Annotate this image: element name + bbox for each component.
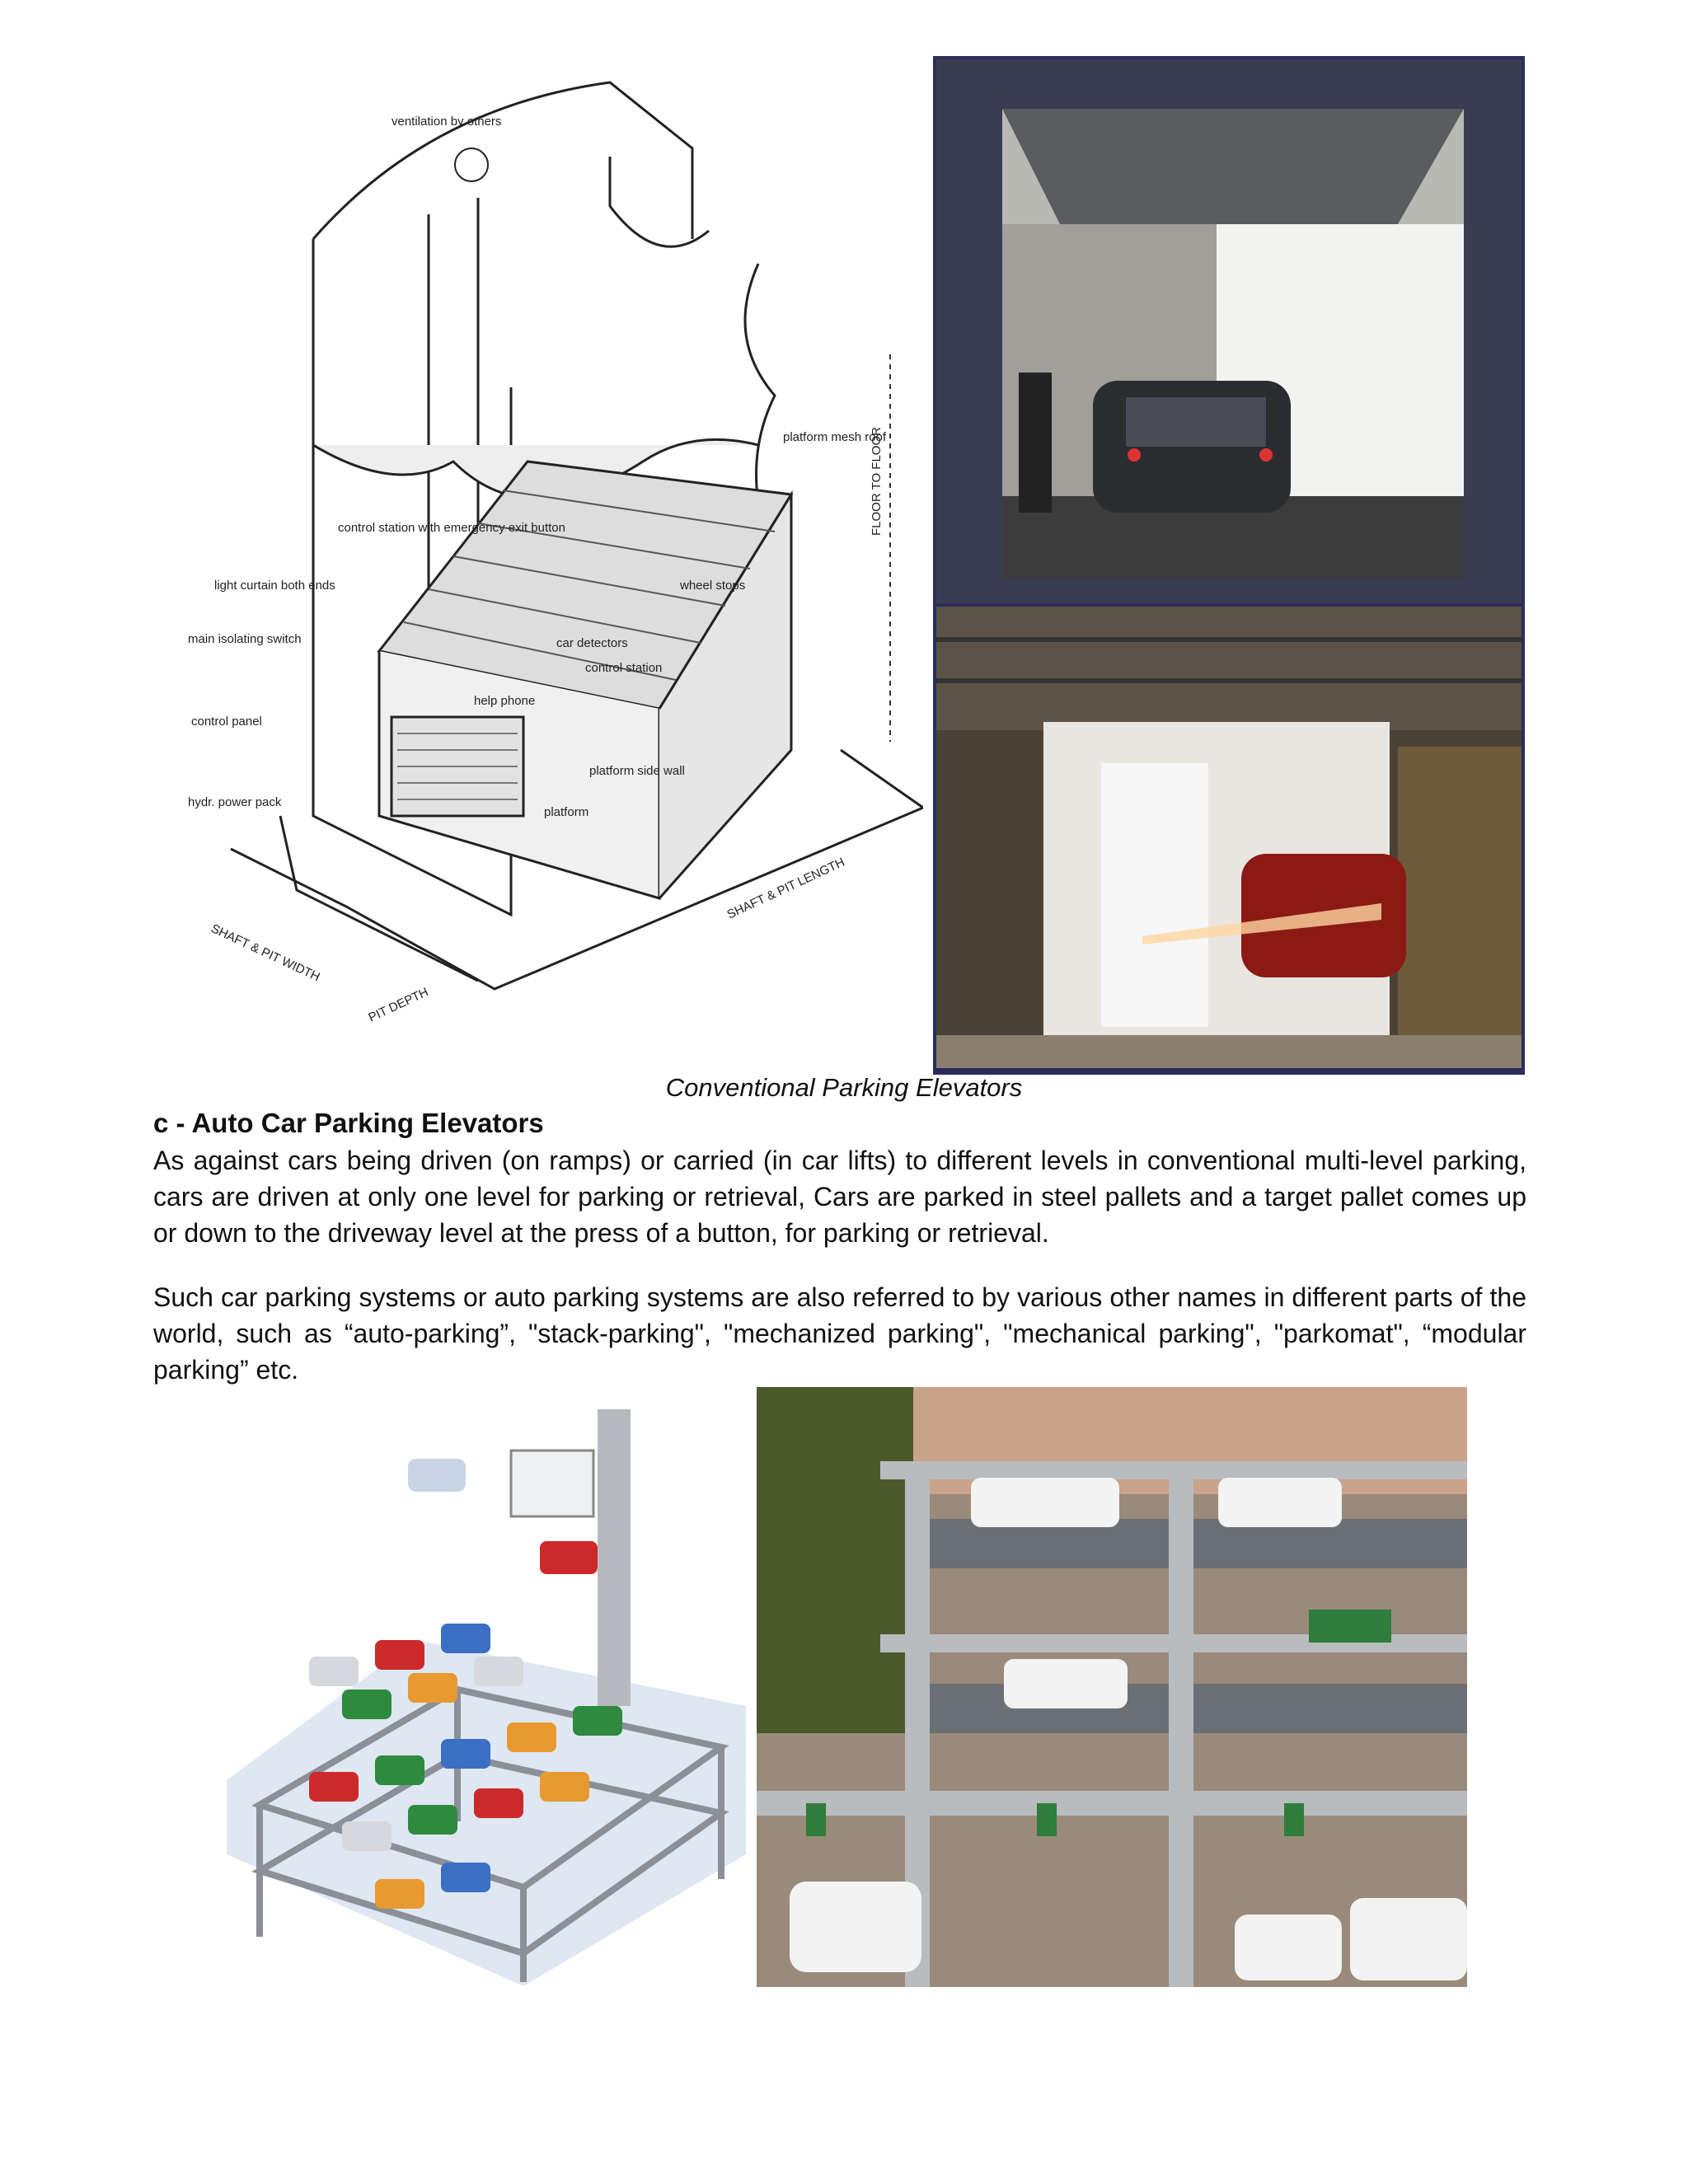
parking-elevator-diagram [181,74,923,1047]
elevator-photos-panel [933,56,1525,1075]
elevator-photo-lower [936,607,1522,1068]
body-paragraph-2: Such car parking systems or auto parking systems are also referred to by various other names in different parts of the world, such as “auto-parking”, "stack-parking", "mechanized parking", "mechanical parking", "parkomat", “modular parking” etc. [153,1282,1526,1385]
label-car-detectors: car detectors [556,636,628,650]
label-pit-depth: PIT DEPTH [366,985,431,1025]
label-floor-to-floor: FLOOR TO FLOOR [870,427,884,536]
label-control-panel: control panel [191,715,262,729]
label-wheel-stops: wheel stops [680,579,746,593]
elevator-photo-upper [936,59,1522,603]
figure-caption: Conventional Parking Elevators [665,1073,1023,1102]
label-shaft-length: SHAFT & PIT LENGTH [724,855,847,922]
label-mesh-roof: platform mesh roof [783,430,887,444]
label-side-wall: platform side wall [589,764,685,778]
label-power-pack: hydr. power pack [188,795,282,809]
label-help-phone: help phone [474,694,536,708]
auto-parking-photo [757,1387,1467,1987]
label-ventilation: ventilation by others [392,115,502,129]
label-shaft-width: SHAFT & PIT WIDTH [209,921,322,985]
body-paragraph-1: As against cars being driven (on ramps) or carried (in car lifts) to different levels in conventional multi-level parking, cars are driven at only one level for parking or retrieval, Cars are parked in steel pallets and a target pallet comes up or down to the driveway level at the press of a button, for parking or retrieval. [153,1146,1526,1248]
label-control-station: control station [585,661,663,675]
label-control-station-emergency: control station with emergency exit button [338,521,565,535]
label-platform: platform [544,805,589,819]
label-light-curtain: light curtain both ends [214,579,335,593]
auto-parking-illustration [210,1393,746,1986]
section-heading: c - Auto Car Parking Elevators [153,1108,544,1138]
label-main-isolating: main isolating switch [188,632,302,646]
